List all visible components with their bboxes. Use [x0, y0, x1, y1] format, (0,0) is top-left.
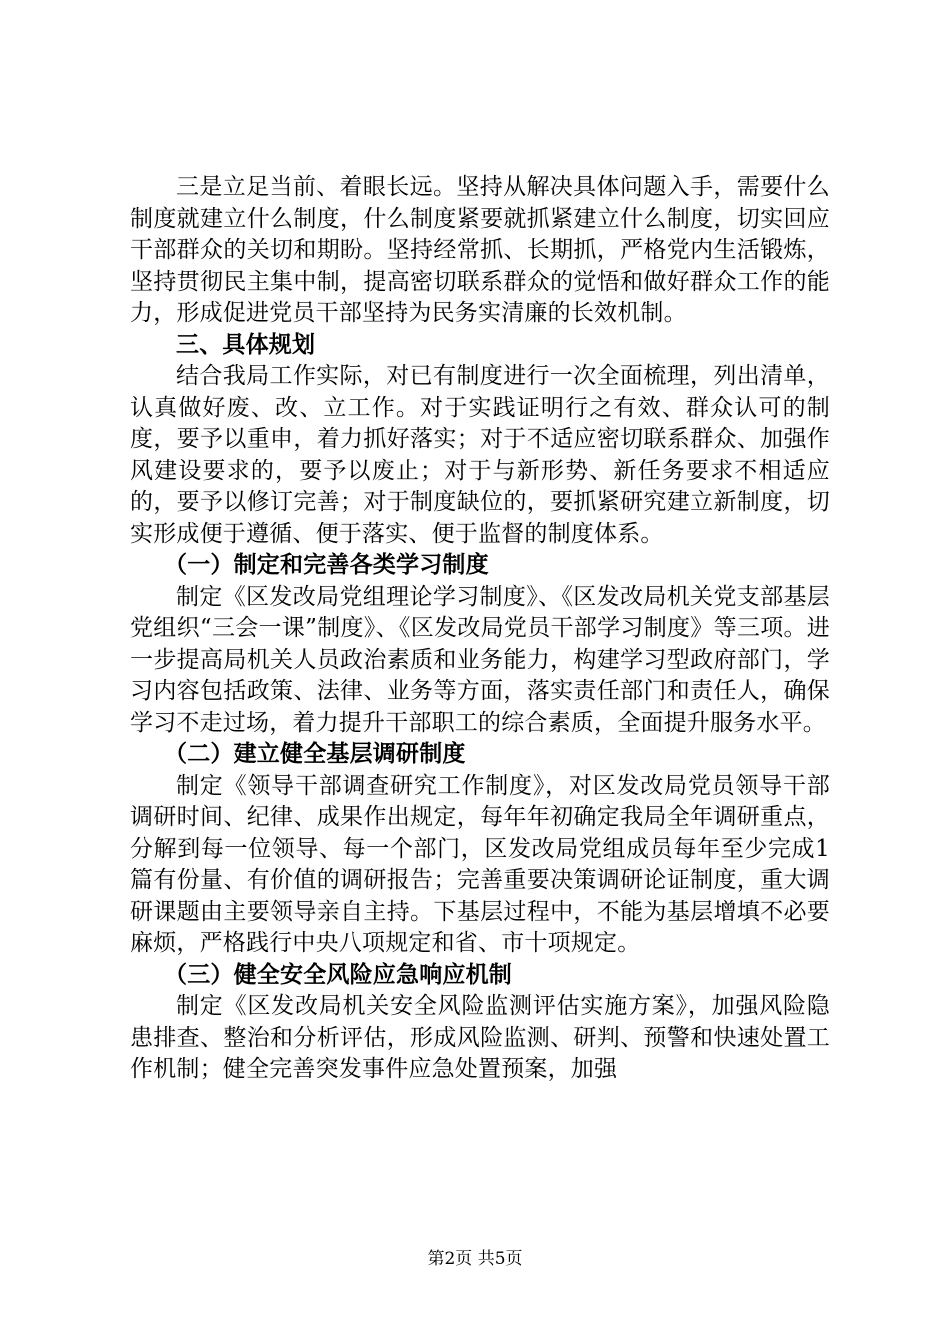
paragraph-study-systems: 制定《区发改局党组理论学习制度》、《区发改局机关党支部基层党组织“三会一课”制度》、《区发改局党员干部学习制度》等三项。进一步提高局机关人员政治素质和业务能力，构建学习型政府部门，学习内容包括政策、法律、业务等方面，落实责任部门和责任人，确保学习不走过场，着力提升干部职工的综合素质，全面提升服务水平。 — [130, 583, 830, 736]
paragraph-risk-response: 制定《区发改局机关安全风险监测评估实施方案》，加强风险隐患排查、整治和分析评估，形成风险监测、研判、预警和快速处置工作机制；健全完善突发事件应急处置预案，加强 — [130, 993, 830, 1082]
subheading-risk-response: （三）健全安全风险应急响应机制 — [164, 961, 512, 988]
paragraph-grassroots-research: 制定《领导干部调查研究工作制度》，对区发改局党员领导干部调研时间、纪律、成果作出规定，每年年初确定我局全年调研重点，分解到每一位领导、每一个部门，区发改局党组成员每年至少完成1篇有份量、有价值的调研报告；完善重要决策调研论证制度，重大调研课题由主要领导亲自主持。下基层过程中，不能为基层增填不必要麻烦，严格践行中央八项规定和省、市十项规定。 — [130, 772, 830, 956]
paragraph-focus-present-and-long-term: 三是立足当前、着眼长远。坚持从解决具体问题入手，需要什么制度就建立什么制度，什么制度紧要就抓紧建立什么制度，切实回应干部群众的关切和期盼。坚持经常抓、长期抓，严格党内生活锻炼，坚持贯彻民主集中制，提高密切联系群众的觉悟和做好群众工作的能力，形成促进党员干部坚持为民务实清廉的长效机制。 — [130, 174, 830, 326]
subheading-grassroots-research: （二）建立健全基层调研制度 — [164, 741, 466, 767]
subheading-study-systems: （一）制定和完善各类学习制度 — [164, 552, 489, 578]
page-number-label: 第2页 共5页 — [427, 1249, 523, 1269]
section-heading-specific-plan: 三、具体规划 — [176, 331, 316, 358]
page-footer — [0, 1244, 950, 1269]
document-body — [130, 172, 830, 1086]
paragraph-specific-plan: 结合我局工作实际，对已有制度进行一次全面梳理，列出清单，认真做好废、改、立工作。对于实践证明行之有效、群众认可的制度，要予以重申，着力抓好落实；对于不适应密切联系群众、加强作风建设要求的，要予以废止；对于与新形势、新任务要求不相适应的，要予以修订完善；对于制度缺位的，要抓紧研究建立新制度，切实形成便于遵循、便于落实、便于监督的制度体系。 — [130, 363, 830, 547]
